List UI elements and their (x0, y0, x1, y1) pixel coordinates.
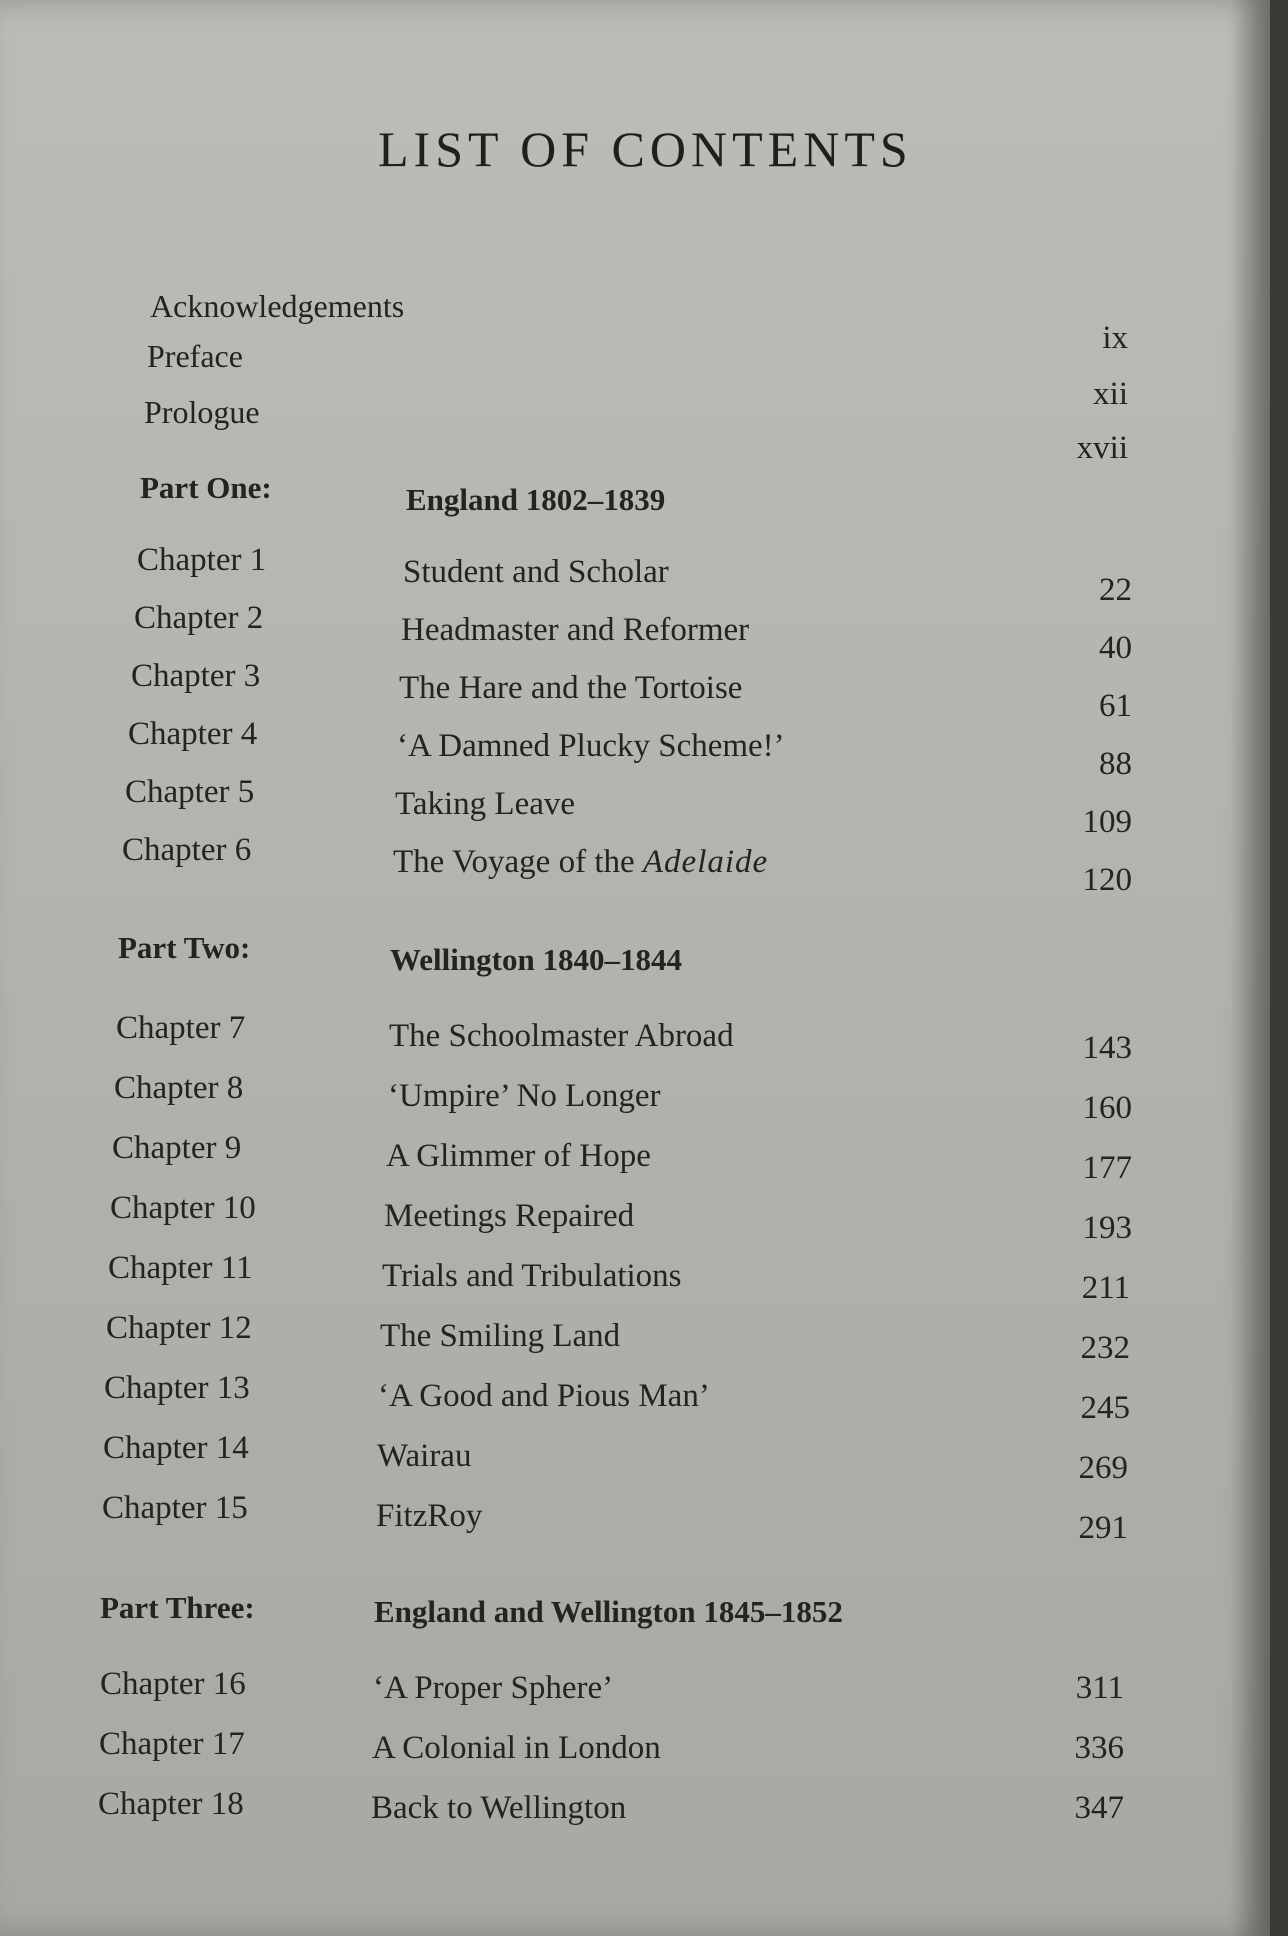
entry-page: ix (1102, 320, 1128, 356)
chapter-label: Chapter 18 (98, 1786, 244, 1822)
chapter-title: Student and Scholar (403, 554, 669, 590)
page-title: LIST OF CONTENTS (378, 121, 913, 177)
chapter-page: 211 (1081, 1270, 1130, 1306)
chapter-title (393, 844, 768, 881)
chapter-row (0, 1430, 1270, 1486)
chapter-page: 120 (1082, 862, 1132, 898)
chapter-page: 336 (1074, 1730, 1124, 1766)
chapter-title: ‘A Damned Plucky Scheme!’ (397, 728, 785, 764)
chapter-title: Meetings Repaired (384, 1198, 635, 1234)
entry-page: xvii (1076, 430, 1128, 466)
chapter-title-prefix: The Voyage of the (393, 844, 643, 880)
chapter-row (0, 1786, 1270, 1836)
chapter-row (0, 1490, 1270, 1546)
chapter-row (0, 1310, 1270, 1366)
chapter-title: ‘A Proper Sphere’ (373, 1670, 614, 1706)
chapter-label: Chapter 16 (100, 1666, 246, 1702)
chapter-title: Headmaster and Reformer (401, 612, 750, 648)
chapter-page: 269 (1078, 1450, 1128, 1486)
chapter-title: Wairau (377, 1438, 472, 1474)
part-label: Part One: (140, 470, 272, 505)
chapter-page: 232 (1080, 1330, 1130, 1366)
chapter-row (0, 1666, 1270, 1716)
chapter-page: 311 (1075, 1670, 1124, 1706)
chapter-row (0, 1726, 1270, 1776)
chapter-label: Chapter 12 (106, 1310, 252, 1346)
chapter-row (0, 542, 1270, 608)
chapter-title: A Colonial in London (372, 1730, 661, 1766)
chapter-label: Chapter 1 (137, 542, 267, 578)
chapter-row (0, 1370, 1270, 1426)
chapter-label: Chapter 8 (114, 1070, 244, 1106)
chapter-page: 40 (1099, 630, 1132, 666)
part-label: Part Three: (100, 1590, 255, 1625)
part-heading (0, 1590, 1270, 1640)
chapter-row (0, 1010, 1270, 1066)
part-title: England and Wellington 1845–1852 (374, 1594, 843, 1629)
chapter-row (0, 1130, 1270, 1186)
chapter-label: Chapter 15 (102, 1490, 248, 1526)
part-title: Wellington 1840–1844 (390, 942, 682, 977)
chapter-row (0, 658, 1270, 724)
chapter-page: 160 (1082, 1090, 1132, 1126)
chapter-title: Back to Wellington (371, 1790, 627, 1826)
chapter-row (0, 832, 1270, 898)
chapter-row (0, 1250, 1270, 1306)
chapter-label: Chapter 9 (112, 1130, 242, 1166)
chapter-label: Chapter 5 (125, 774, 255, 810)
part-label: Part Two: (118, 930, 251, 965)
chapter-row (0, 600, 1270, 666)
part-heading (0, 470, 1270, 520)
chapter-page: 291 (1078, 1510, 1128, 1546)
entry-page: xii (1093, 376, 1128, 412)
chapter-label: Chapter 7 (116, 1010, 246, 1046)
chapter-row (0, 1070, 1270, 1126)
entry-label: Prologue (144, 394, 260, 430)
chapter-page: 177 (1082, 1150, 1132, 1186)
part-title: England 1802–1839 (406, 482, 666, 517)
chapter-row (0, 716, 1270, 782)
chapter-page: 109 (1082, 804, 1132, 840)
chapter-label: Chapter 3 (131, 658, 261, 694)
chapter-label: Chapter 2 (134, 600, 264, 636)
chapter-title: FitzRoy (376, 1498, 483, 1534)
chapter-row (0, 1190, 1270, 1246)
chapter-page: 245 (1080, 1390, 1130, 1426)
chapter-title: The Hare and the Tortoise (399, 670, 743, 706)
part-heading (0, 930, 1270, 980)
chapter-title: Trials and Tribulations (382, 1258, 682, 1294)
chapter-title: A Glimmer of Hope (386, 1138, 651, 1174)
chapter-page: 22 (1099, 572, 1132, 608)
chapter-label: Chapter 4 (128, 716, 258, 752)
chapter-title: ‘Umpire’ No Longer (388, 1078, 661, 1114)
chapter-label: Chapter 10 (110, 1190, 256, 1226)
chapter-page: 193 (1082, 1210, 1132, 1246)
chapter-label: Chapter 14 (103, 1430, 249, 1466)
chapter-title: Taking Leave (395, 786, 576, 822)
entry-label: Acknowledgements (150, 288, 405, 324)
ship-name: Adelaide (642, 844, 769, 880)
chapter-label: Chapter 6 (122, 832, 252, 868)
chapter-label: Chapter 13 (104, 1370, 250, 1406)
chapter-page: 61 (1099, 688, 1132, 724)
chapter-label: Chapter 17 (99, 1726, 245, 1762)
chapter-title: ‘A Good and Pious Man’ (378, 1378, 710, 1414)
entry-label: Preface (147, 338, 243, 374)
chapter-title: The Schoolmaster Abroad (389, 1018, 734, 1054)
chapter-row (0, 774, 1270, 840)
chapter-page: 88 (1099, 746, 1132, 782)
chapter-label: Chapter 11 (108, 1250, 253, 1286)
chapter-title: The Smiling Land (380, 1318, 621, 1354)
chapter-page: 347 (1074, 1790, 1124, 1826)
chapter-page: 143 (1082, 1030, 1132, 1066)
